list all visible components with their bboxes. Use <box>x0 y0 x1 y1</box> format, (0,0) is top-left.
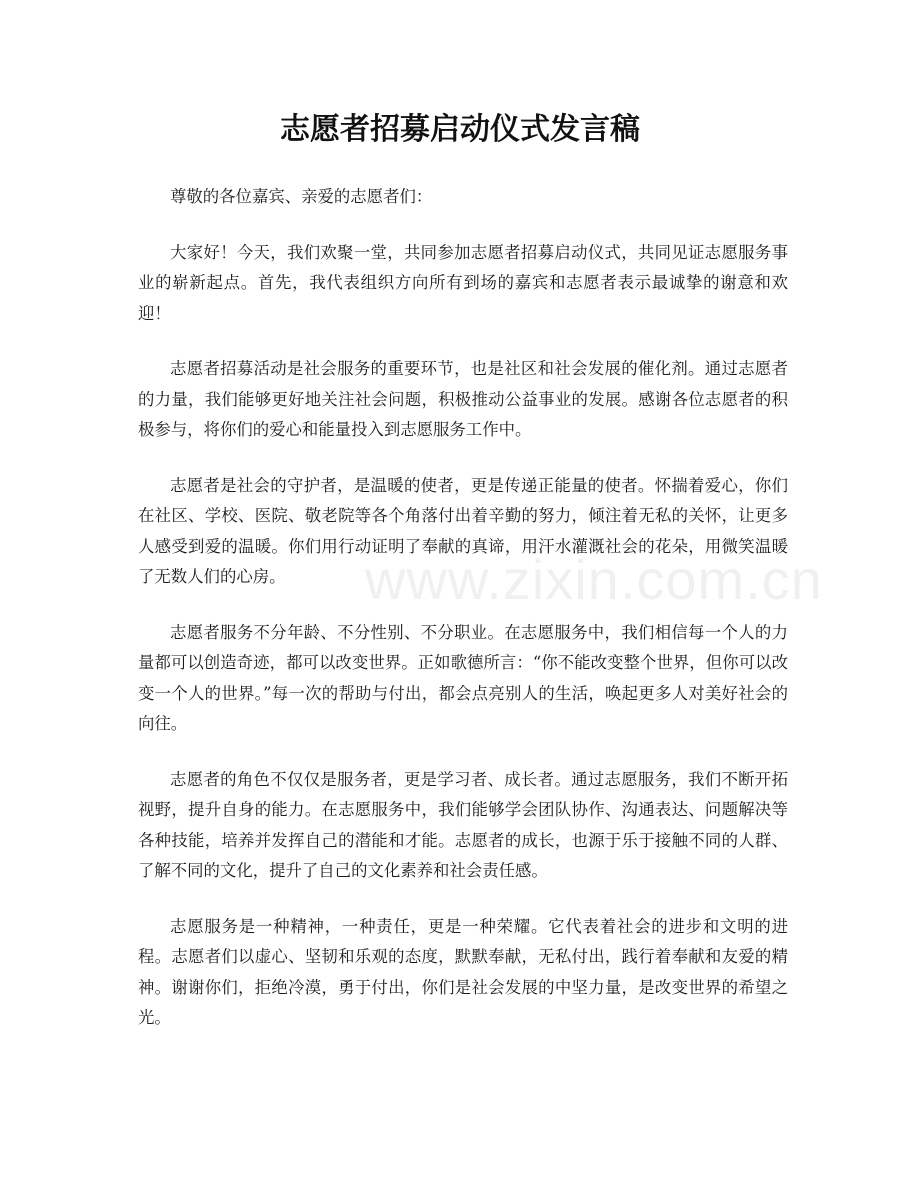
document-title: 志愿者招募启动仪式发言稿 <box>280 112 640 147</box>
paragraph-spirit: 志愿服务是一种精神，一种责任，更是一种荣耀。它代表着社会的进步和文明的进程。志愿者们以虚心、坚韧和乐观的态度，默默奉献，无私付出，践行着奉献和友爱的精神。谢谢你们，拒绝冷漠，勇于付出，你们是社会发展的中坚力量，是改变世界的希望之光。 <box>138 916 788 1027</box>
paragraph-recruitment: 志愿者招募活动是社会服务的重要环节，也是社区和社会发展的催化剂。通过志愿者的力量，我们能够更好地关注社会问题，积极推动公益事业的发展。感谢各位志愿者的积极参与，将你们的爱心和能量投入到志愿服务工作中。 <box>138 359 788 439</box>
watermark: www.zixin.com.cn <box>365 548 823 611</box>
paragraph-guardians: 志愿者是社会的守护者，是温暖的使者，更是传递正能量的使者。怀揣着爱心，你们在社区、学校、医院、敬老院等各个角落付出着辛勤的努力，倾注着无私的关怀，让更多人感受到爱的温暖。你们用行动证明了奉献的真谛，用汗水灌溉社会的花朵，用微笑温暖了无数人们的心房。 <box>138 475 788 586</box>
document-body <box>138 182 788 1059</box>
paragraph-greeting: 大家好！今天，我们欢聚一堂，共同参加志愿者招募启动仪式，共同见证志愿服务事业的崭新起点。首先，我代表组织方向所有到场的嘉宾和志愿者表示最诚挚的谢意和欢迎！ <box>138 242 788 323</box>
paragraph-salutation: 尊敬的各位嘉宾、亲爱的志愿者们： <box>170 187 433 206</box>
paragraph-no-boundaries: 志愿者服务不分年龄、不分性别、不分职业。在志愿服务中，我们相信每一个人的力量都可以创造奇迹，都可以改变世界。正如歌德所言：“你不能改变整个世界，但你可以改变一个人的世界。”每一次的帮助与付出，都会点亮别人的生活，唤起更多人对美好社会的向往。 <box>138 622 788 733</box>
paragraph-growth: 志愿者的角色不仅仅是服务者，更是学习者、成长者。通过志愿服务，我们不断开拓视野，提升自身的能力。在志愿服务中，我们能够学会团队协作、沟通表达、问题解决等各种技能，培养并发挥自己的潜能和才能。志愿者的成长，也源于乐于接触不同的人群、了解不同的文化，提升了自己的文化素养和社会责任感。 <box>138 769 788 880</box>
